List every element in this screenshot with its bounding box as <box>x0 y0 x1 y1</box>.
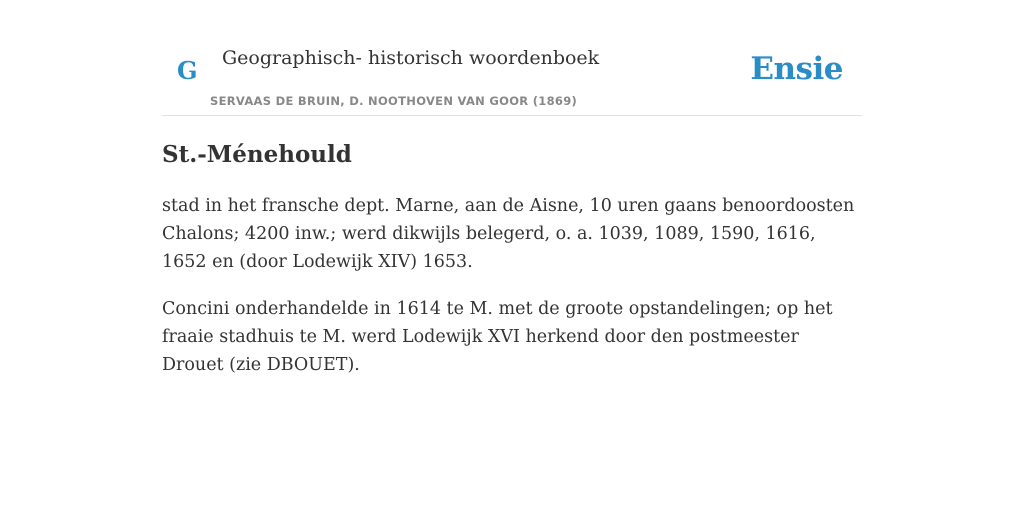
book-authors: SERVAAS DE BRUIN, D. NOOTHOVEN VAN GOOR (1869) <box>210 94 578 108</box>
entry-body <box>162 192 862 398</box>
book-title[interactable]: Geographisch- historisch woordenboek <box>222 47 600 69</box>
entry-paragraph: stad in het fransche dept. Marne, aan de Aisne, 10 uren gaans benoordoosten Chalons; 4200 inw.; werd dikwijls belegerd, o. a. 1039, 1089, 1590, 1616, 1652 en (door Lodewijk XIV) 1653. <box>162 196 855 272</box>
book-letter-badge[interactable]: G <box>177 56 198 85</box>
ensie-logo[interactable]: Ensie <box>750 51 843 87</box>
entry-paragraph: Concini onderhandelde in 1614 te M. met de groote opstandelingen; op het fraaie stadhuis te M. werd Lodewijk XVI herkend door den postmeester Drouet (zie DBOUET). <box>162 299 833 375</box>
book-header <box>162 40 862 116</box>
entry-title: St.-Ménehould <box>162 141 352 168</box>
